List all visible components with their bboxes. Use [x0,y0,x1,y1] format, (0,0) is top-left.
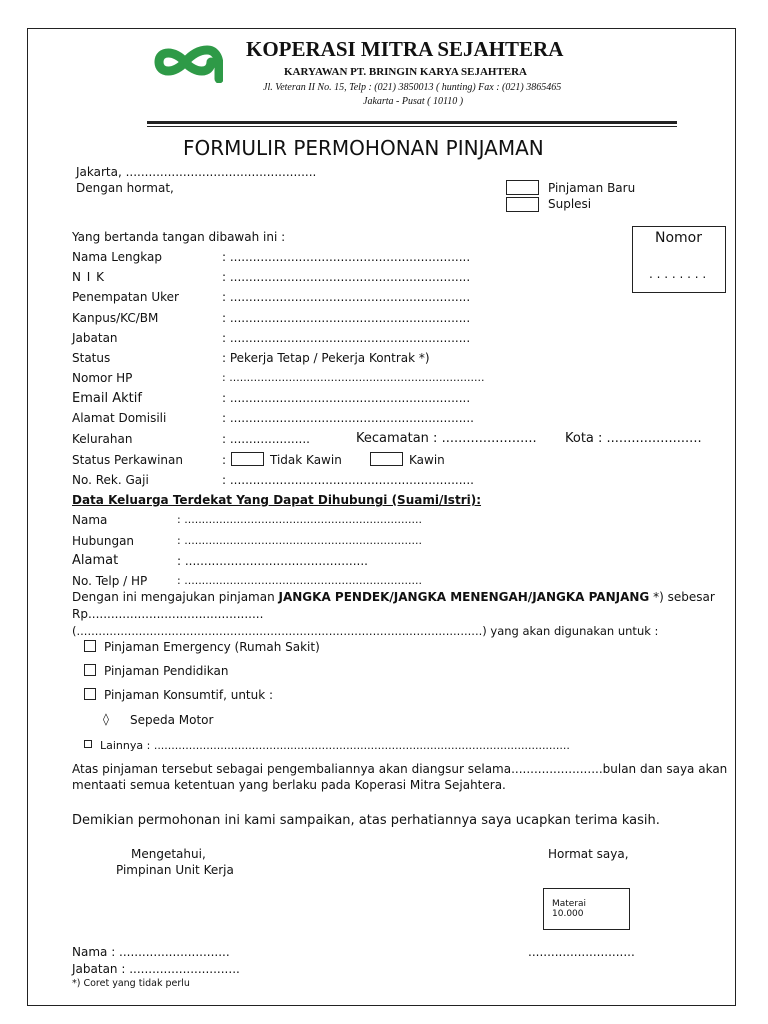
letterhead-rule-thin [147,126,677,127]
label-suplesi: Suplesi [548,197,592,211]
materai-value: 10.000 [552,909,584,919]
field-no-rek-gaji[interactable]: : ................................................................ [222,473,474,487]
field-family-hubungan[interactable]: : .................................................................... [177,534,422,547]
org-name: KOPERASI MITRA SEJAHTERA [246,37,564,61]
materai-label: Materai [552,899,587,909]
sign-hormat-saya: Hormat saya, [548,847,629,861]
label-pinjaman-baru: Pinjaman Baru [548,181,636,195]
request-amount-words[interactable]: (...............................................................................................................) yang akan digunakan untuk : [72,624,659,638]
label-nama: Nama Lengkap [72,250,162,264]
label-tidak-kawin: Tidak Kawin [270,453,342,467]
form-title: FORMULIR PERMOHONAN PINJAMAN [183,136,544,160]
label-family-hubungan: Hubungan [72,534,135,548]
label-no-rek-gaji: No. Rek. Gaji [72,473,149,487]
checkbox-emergency[interactable] [84,640,96,652]
field-jabatan[interactable]: : ............................................................... [222,331,471,345]
salutation: Dengan hormat, [76,181,174,195]
org-subtitle: KARYAWAN PT. BRINGIN KARYA SEJAHTERA [284,66,528,78]
field-status[interactable]: : Pekerja Tetap / Pekerja Kontrak *) [222,351,430,365]
field-nomor-hp[interactable]: : ......................................................................... [222,371,485,384]
label-jabatan: Jabatan [72,331,118,345]
label-kawin: Kawin [409,453,445,467]
label-family-telp: No. Telp / HP [72,574,148,588]
label-alamat-domisili: Alamat Domisili [72,411,167,425]
footnote: *) Coret yang tidak perlu [72,978,190,989]
purpose-lainnya[interactable] [84,738,570,752]
cooperative-logo [149,41,223,83]
label-nomor-hp: Nomor HP [72,371,133,385]
field-kecamatan[interactable]: Kecamatan : ....................... [356,431,537,446]
field-email[interactable]: : ............................................................... [222,391,471,405]
family-heading: Data Keluarga Terdekat Yang Dapat Dihubungi (Suami/Istri): [72,493,482,507]
org-address: Jl. Veteran II No. 15, Telp : (021) 3850013 ( hunting) Fax : (021) 3865465 [263,82,562,93]
label-pendidikan: Pinjaman Pendidikan [104,664,229,678]
label-status-perkawinan: Status Perkawinan [72,453,183,467]
field-family-alamat[interactable]: : ................................................ [177,554,368,568]
field-alamat-domisili[interactable]: : ................................................................ [222,411,474,425]
closing-text: Demikian permohonan ini kami sampaikan, atas perhatiannya saya ucapkan terima kasih. [72,813,660,828]
sign-pimpinan: Pimpinan Unit Kerja [116,863,234,877]
label-penempatan: Penempatan Uker [72,290,179,304]
materai-box [543,888,630,930]
label-nik: N I K [72,270,106,284]
label-konsumtif: Pinjaman Konsumtif, untuk : [104,688,274,702]
date-line: Jakarta, .................................................. [76,165,317,179]
checkbox-suplesi[interactable] [506,197,539,212]
sign-jabatan[interactable]: Jabatan : ............................. [72,962,240,976]
purpose-konsumtif[interactable] [84,688,273,702]
label-family-alamat: Alamat [72,553,119,568]
letterhead [147,35,677,127]
label-emergency: Pinjaman Emergency (Rumah Sakit) [104,640,320,654]
sign-mengetahui: Mengetahui, [131,847,206,861]
request-term: JANGKA PENDEK/JANGKA MENENGAH/JANGKA PANJANG [278,590,650,604]
field-kanpus[interactable]: : ............................................................... [222,311,471,325]
nomor-box [632,226,726,293]
checkbox-konsumtif[interactable] [84,688,96,700]
nomor-dots: . . . . . . . . [649,267,707,281]
purpose-pendidikan[interactable] [84,664,228,678]
checkbox-lainnya[interactable] [84,740,92,748]
sign-right-dots[interactable]: ............................ [528,945,635,959]
checkbox-tidak-kawin[interactable] [231,452,264,466]
repayment-line-1: Atas pinjaman tersebut sebagai pengembaliannya akan diangsur selama........................bulan dan saya akan [72,762,728,776]
field-nik[interactable]: : ............................................................... [222,270,471,284]
request-intro: Dengan ini mengajukan pinjaman [72,590,279,604]
label-email: Email Aktif [72,391,142,406]
checkbox-pinjaman-baru[interactable] [506,180,539,195]
label-lainnya: Lainnya : ....................................................................................................................... [100,739,570,752]
label-kanpus: Kanpus/KC/BM [72,311,159,325]
field-nama[interactable]: : ............................................................... [222,250,471,264]
repayment-line-2: mentaati semua ketentuan yang berlaku pada Koperasi Mitra Sejahtera. [72,778,506,792]
checkbox-pendidikan[interactable] [84,664,96,676]
field-kota[interactable]: Kota : ....................... [565,431,702,446]
sign-nama[interactable]: Nama : ............................. [72,945,230,959]
purpose-emergency[interactable] [84,640,320,654]
request-amount[interactable]: Rp.............................................. [72,607,264,621]
label-family-nama: Nama [72,513,108,527]
label-sepeda-motor: Sepeda Motor [130,713,214,727]
field-kelurahan[interactable]: : ..................... [222,432,310,446]
request-sebesar: *) sebesar [649,590,715,604]
field-family-nama[interactable]: : .................................................................... [177,513,422,526]
intro-text: Yang bertanda tangan dibawah ini : [72,230,286,244]
label-kelurahan: Kelurahan [72,432,133,446]
diamond-icon: ◊ [103,712,109,726]
letterhead-rule-thick [147,121,677,124]
field-family-telp[interactable]: : .................................................................... [177,574,422,587]
field-penempatan[interactable]: : ............................................................... [222,290,471,304]
org-city: Jakarta - Pusat ( 10110 ) [363,96,464,107]
request-line-1 [72,590,715,604]
checkbox-kawin[interactable] [370,452,403,466]
label-status: Status [72,351,111,365]
perkawinan-colon: : [222,453,227,467]
nomor-label: Nomor [655,230,702,246]
